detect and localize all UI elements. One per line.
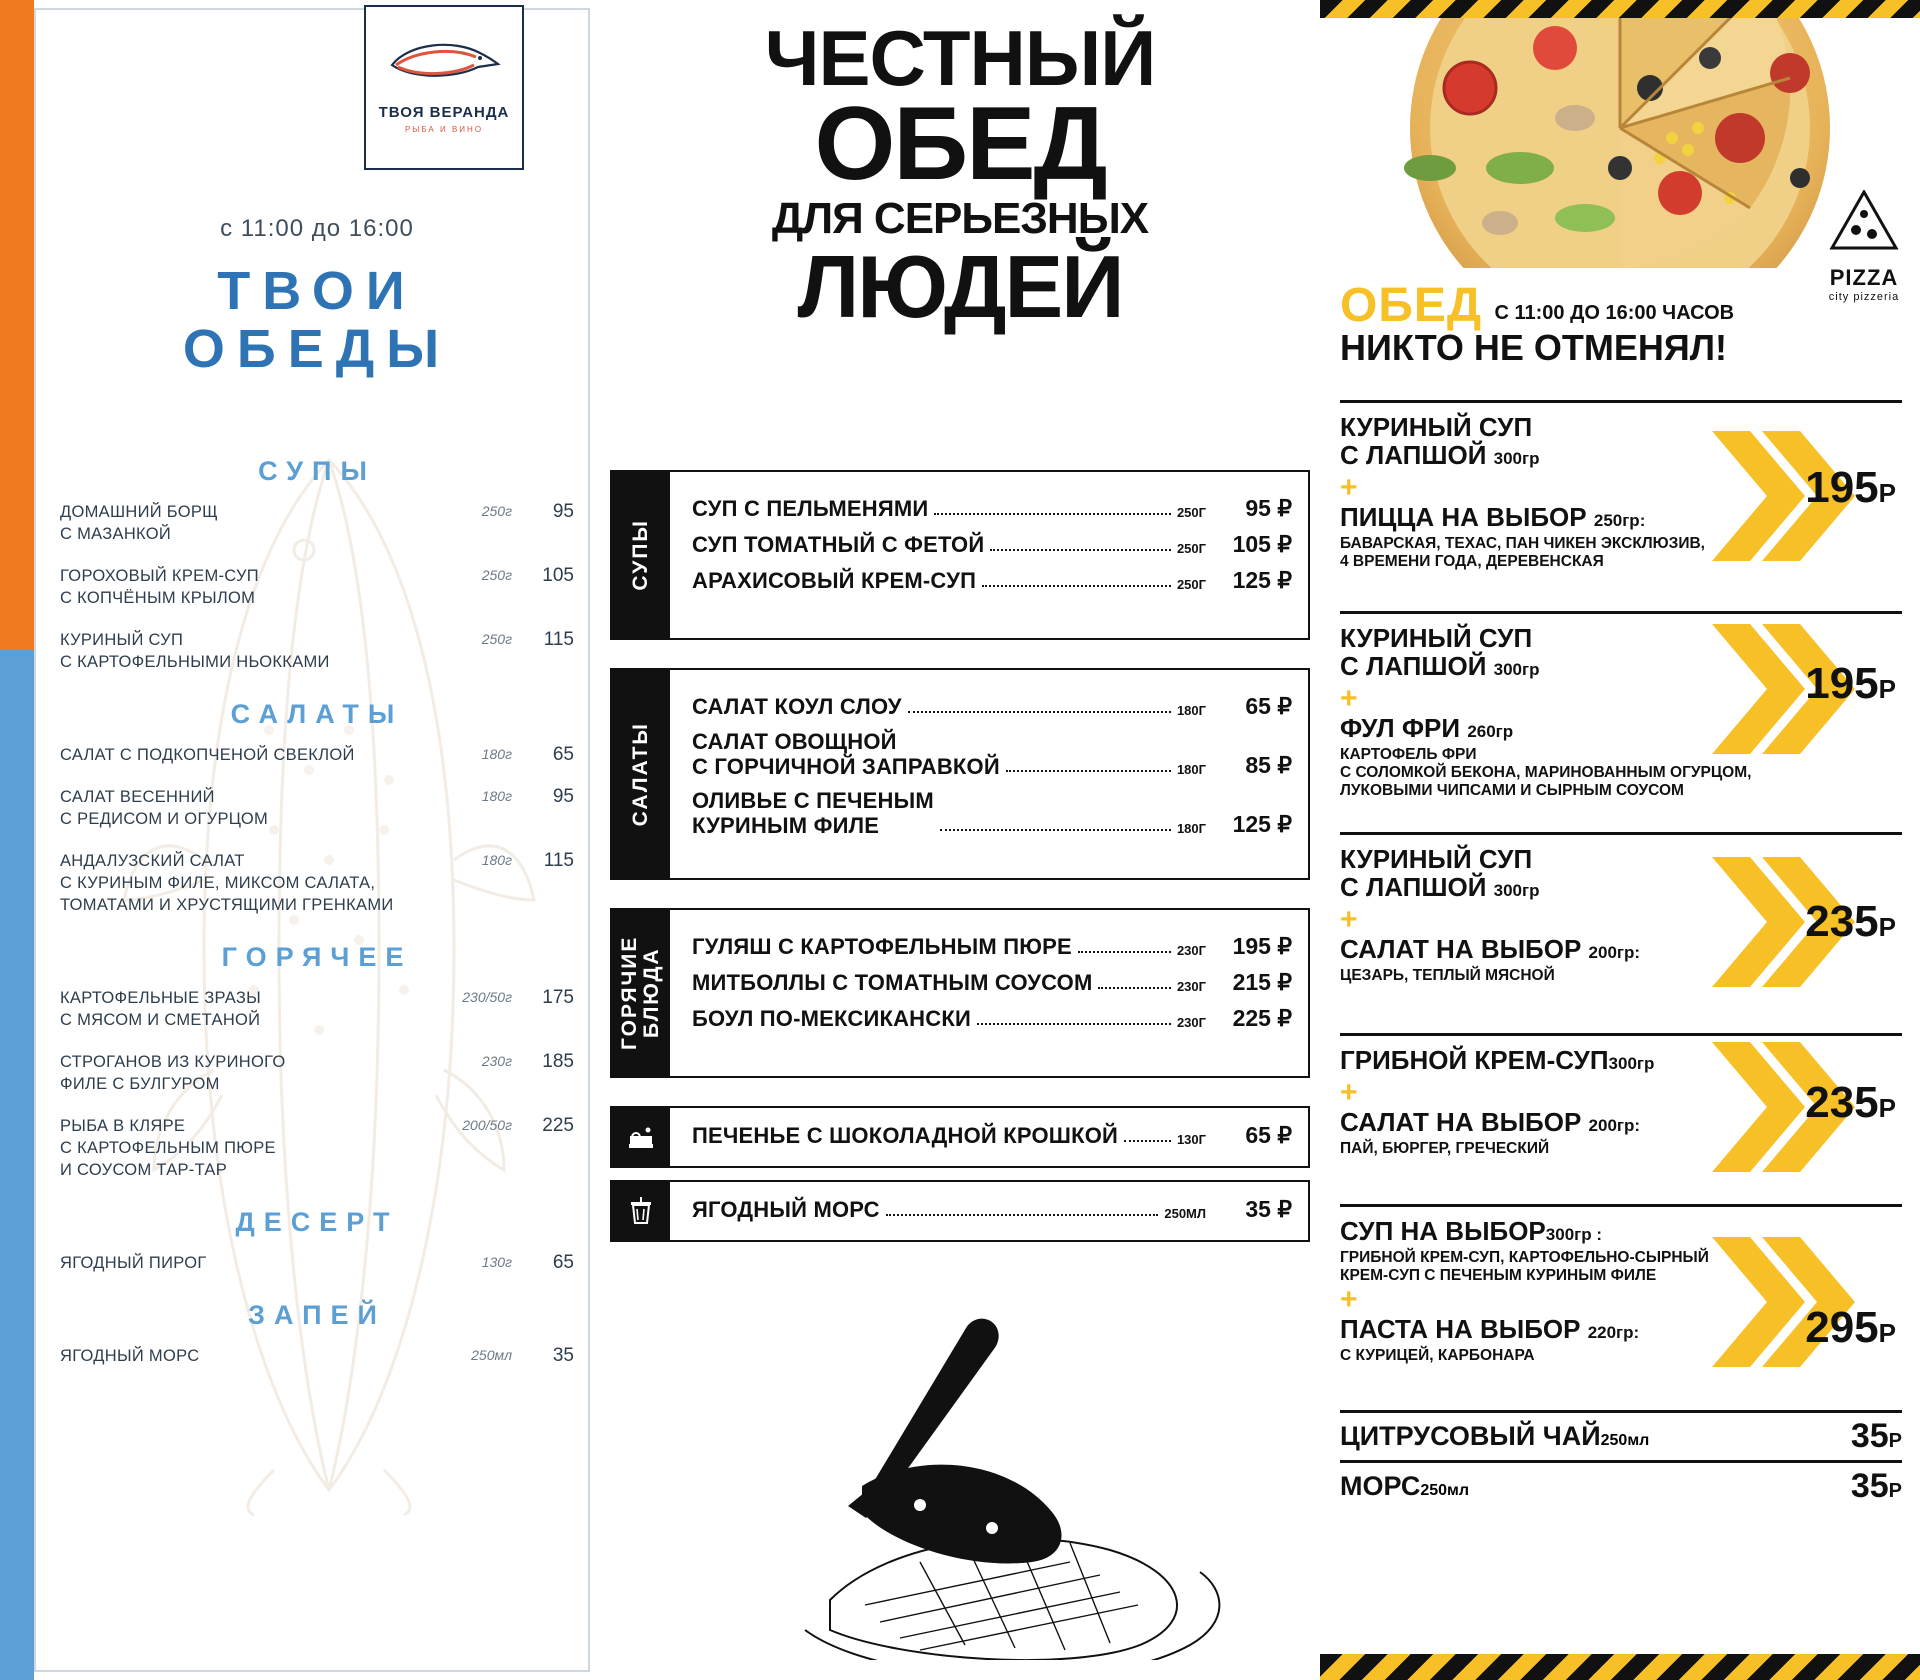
- combo-item2-gram: 220гр:: [1587, 1323, 1640, 1342]
- fish-logo-icon: [384, 31, 504, 91]
- header-line-4: ЛЮДЕЙ: [797, 237, 1123, 336]
- veranda-menu: [34, 430, 600, 1387]
- pizza-logo-name: PIZZA: [1829, 265, 1899, 290]
- combo-desc: КАРТОФЕЛЬ ФРИ С СОЛОМКОЙ БЕКОНА, МАРИНОВАННЫМ ОГУРЦОМ, ЛУКОВЫМИ ЧИПСАМИ И СЫРНЫМ СОУСОМ: [1340, 746, 1752, 799]
- drink-name: МОРС: [1340, 1471, 1421, 1501]
- section-list-dessert: [34, 1252, 600, 1274]
- orange-stripe: [0, 0, 34, 650]
- pizza-header-hours: С 11:00 ДО 16:00 ЧАСОВ: [1494, 302, 1735, 324]
- combo-item1-gram: 300гр :: [1545, 1225, 1602, 1244]
- menu-row: [60, 1252, 574, 1274]
- combo-item1b: С ЛАПШОЙ: [1340, 651, 1487, 681]
- item-weight: 230Г: [1176, 943, 1206, 958]
- combo-price-value: 235: [1805, 1078, 1879, 1127]
- section-title-soups: СУПЫ: [258, 456, 376, 486]
- block-dessert: [610, 1106, 1310, 1168]
- combo-item: [1340, 1033, 1902, 1204]
- combo-desc: ЦЕЗАРЬ, ТЕПЛЫЙ МЯСНОЙ: [1340, 967, 1555, 984]
- drink-price-value: 35: [1850, 1417, 1889, 1455]
- item-weight: 130г: [481, 1254, 512, 1270]
- menu-row: [692, 933, 1292, 960]
- section-title-dessert: ДЕСЕРТ: [235, 1207, 399, 1237]
- section-list-hot: [34, 987, 600, 1181]
- leader-dots: [990, 548, 1171, 551]
- menu-row: [60, 786, 574, 830]
- pizza-slice-icon: [1826, 190, 1902, 260]
- item-name: СТРОГАНОВ ИЗ КУРИНОГО ФИЛЕ С БУЛГУРОМ: [60, 1053, 286, 1093]
- item-price: 225: [542, 1115, 574, 1136]
- combo-item1: КУРИНЫЙ СУП: [1340, 412, 1533, 442]
- item-name: КАРТОФЕЛЬНЫЕ ЗРАЗЫ С МЯСОМ И СМЕТАНОЙ: [60, 989, 262, 1029]
- drink-gram: 250мл: [1600, 1432, 1650, 1449]
- header-line-1: ЧЕСТНЫЙ: [764, 14, 1156, 102]
- plus-sign: +: [1340, 1076, 1358, 1109]
- drink-price-value: 35: [1850, 1467, 1889, 1505]
- menu-row: [60, 1115, 574, 1181]
- plus-sign: +: [1340, 471, 1358, 504]
- block-tab-label: САЛАТЫ: [629, 721, 652, 827]
- block-tab-label: ГОРЯЧИЕ БЛЮДА: [618, 935, 663, 1051]
- item-name: АРАХИСОВЫЙ КРЕМ-СУП: [692, 568, 977, 593]
- combo-item2: ПИЦЦА НА ВЫБОР: [1340, 502, 1587, 532]
- menu-row: [692, 1196, 1292, 1223]
- pizza-header-obed: ОБЕД: [1340, 279, 1483, 332]
- panel-chestny-obed: [600, 0, 1320, 1680]
- chestny-header: [600, 14, 1320, 336]
- pizza-combos: [1340, 400, 1902, 1510]
- combo-price: [1805, 1078, 1896, 1128]
- item-weight: 250Г: [1176, 505, 1206, 520]
- combo-price: [1805, 463, 1896, 513]
- combo-item2-gram: 260гр: [1467, 722, 1514, 741]
- drink-gram: 250мл: [1420, 1482, 1470, 1499]
- item-weight: 250МЛ: [1164, 1206, 1206, 1221]
- combo-item1: СУП НА ВЫБОР: [1340, 1216, 1546, 1246]
- item-weight: 180Г: [1176, 762, 1206, 777]
- section-list-soups: [34, 501, 600, 673]
- item-name: АНДАЛУЗСКИЙ САЛАТ С КУРИНЫМ ФИЛЕ, МИКСОМ САЛАТА, ТОМАТАМИ И ХРУСТЯЩИМИ ГРЕНКАМИ: [60, 852, 394, 914]
- item-name: ОЛИВЬЕ С ПЕЧЕНЫМ КУРИНЫМ ФИЛЕ: [692, 788, 934, 838]
- hazard-stripe-bottom: [1320, 1654, 1920, 1680]
- combo-item2: ПАСТА НА ВЫБОР: [1340, 1314, 1581, 1344]
- item-name: САЛАТ С ПОДКОПЧЕНОЙ СВЕКЛОЙ: [60, 746, 355, 764]
- item-price: 215 ₽: [1232, 969, 1292, 995]
- combo-item2: САЛАТ НА ВЫБОР: [1340, 1107, 1582, 1137]
- combo-item2: САЛАТ НА ВЫБОР: [1340, 934, 1582, 964]
- blue-stripe: [0, 650, 34, 1680]
- menu-row: [60, 501, 574, 545]
- header-line-3: ДЛЯ СЕРЬЕЗНЫХ: [771, 194, 1149, 243]
- item-weight: 250Г: [1176, 541, 1206, 556]
- combo-price: [1805, 659, 1896, 709]
- combo-price-currency: Р: [1878, 478, 1896, 508]
- pizza-logo-sub: city pizzeria: [1828, 291, 1900, 303]
- block-drink: [610, 1180, 1310, 1242]
- leader-dots: [982, 584, 1171, 587]
- combo-item2-gram: 200гр:: [1588, 943, 1641, 962]
- item-weight: 250г: [481, 567, 512, 583]
- drink-name: ЦИТРУСОВЫЙ ЧАЙ: [1340, 1421, 1601, 1451]
- cleaver-steak-illustration: [770, 1300, 1290, 1660]
- item-name: СУП С ПЕЛЬМЕНЯМИ: [692, 496, 929, 521]
- pizza-header: [1340, 278, 1910, 369]
- combo-item: [1340, 832, 1902, 1033]
- combo-price-currency: Р: [1878, 1318, 1896, 1348]
- menu-row: [692, 788, 1292, 838]
- item-name: САЛАТ ОВОЩНОЙ С ГОРЧИЧНОЙ ЗАПРАВКОЙ: [692, 729, 1000, 779]
- menu-row: [692, 1005, 1292, 1032]
- combo-item1-gram: 300гр: [1493, 449, 1540, 468]
- item-price: 195 ₽: [1232, 933, 1292, 959]
- item-name: ЯГОДНЫЙ МОРС: [692, 1197, 880, 1222]
- item-price: 115: [543, 850, 574, 871]
- panel-pizza-city: [1320, 0, 1920, 1680]
- hazard-stripe-top: [1320, 0, 1920, 18]
- item-price: 95: [552, 501, 574, 522]
- leader-dots: [1078, 950, 1171, 953]
- item-weight: 180Г: [1176, 703, 1206, 718]
- combo-item2-gram: 250гр:: [1593, 511, 1646, 530]
- menu-row: [692, 969, 1292, 996]
- item-weight: 230г: [481, 1053, 512, 1069]
- veranda-title: [34, 262, 600, 378]
- menu-row: [692, 531, 1292, 558]
- menu-row: [60, 1051, 574, 1095]
- menu-row: [692, 567, 1292, 594]
- combo-price-currency: Р: [1878, 1093, 1896, 1123]
- item-name: САЛАТ КОУЛ СЛОУ: [692, 694, 902, 719]
- drink-price-currency: Р: [1888, 1430, 1902, 1452]
- combo-item1: КУРИНЫЙ СУП: [1340, 623, 1533, 653]
- item-price: 105 ₽: [1232, 531, 1292, 557]
- item-price: 125 ₽: [1232, 567, 1292, 593]
- item-name: БОУЛ ПО-МЕКСИКАНСКИ: [692, 1006, 971, 1031]
- combo-item1b: С ЛАПШОЙ: [1340, 440, 1487, 470]
- panel-tvoya-veranda: [0, 0, 600, 1680]
- menu-row: [60, 1345, 574, 1367]
- item-price: 85 ₽: [1245, 752, 1292, 778]
- item-name: ЯГОДНЫЙ ПИРОГ: [60, 1254, 207, 1272]
- item-weight: 250мл: [471, 1347, 512, 1363]
- item-weight: 250Г: [1176, 577, 1206, 592]
- drink-row: [1340, 1410, 1902, 1460]
- block-hot-dishes: [610, 908, 1310, 1078]
- item-name: КУРИНЫЙ СУП С КАРТОФЕЛЬНЫМИ НЬОККАМИ: [60, 631, 330, 671]
- menu-row: [60, 987, 574, 1031]
- item-weight: 180г: [481, 746, 512, 762]
- header-line-2: ОБЕД: [814, 86, 1106, 202]
- combo-price-value: 295: [1805, 1303, 1879, 1352]
- combo-price-value: 235: [1805, 897, 1879, 946]
- item-name: МИТБОЛЛЫ С ТОМАТНЫМ СОУСОМ: [692, 970, 1093, 995]
- item-weight: 180г: [481, 852, 512, 868]
- item-name: ДОМАШНИЙ БОРЩ С МАЗАНКОЙ: [60, 503, 218, 543]
- section-title-hot: ГОРЯЧЕЕ: [221, 942, 413, 972]
- combo-item2-gram: 200гр:: [1588, 1116, 1641, 1135]
- plus-sign: +: [1340, 1283, 1358, 1316]
- leader-dots: [940, 828, 1171, 831]
- combo-item1b: С ЛАПШОЙ: [1340, 872, 1487, 902]
- item-name: РЫБА В КЛЯРЕ С КАРТОФЕЛЬНЫМ ПЮРЕ И СОУСОМ ТАР-ТАР: [60, 1117, 276, 1179]
- combo-price-currency: Р: [1878, 912, 1896, 942]
- drink-row: [1340, 1460, 1902, 1510]
- section-list-salads: [34, 744, 600, 916]
- item-weight: 250г: [481, 503, 512, 519]
- item-name: ГУЛЯШ С КАРТОФЕЛЬНЫМ ПЮРЕ: [692, 934, 1072, 959]
- veranda-hours: с 11:00 до 16:00: [220, 215, 414, 242]
- menu-row: [692, 693, 1292, 720]
- item-name: ГОРОХОВЫЙ КРЕМ-СУП С КОПЧЁНЫМ КРЫЛОМ: [60, 567, 259, 607]
- combo-item1-desc: ГРИБНОЙ КРЕМ-СУП, КАРТОФЕЛЬНО-СЫРНЫЙ КРЕМ-СУП С ПЕЧЕНЫМ КУРИНЫМ ФИЛЕ: [1340, 1249, 1709, 1284]
- item-price: 225 ₽: [1232, 1005, 1292, 1031]
- item-name: ПЕЧЕНЬЕ С ШОКОЛАДНОЙ КРОШКОЙ: [692, 1123, 1119, 1148]
- menu-row: [692, 495, 1292, 522]
- item-price: 35 ₽: [1245, 1196, 1292, 1222]
- combo-item1: ГРИБНОЙ КРЕМ-СУП: [1340, 1045, 1609, 1075]
- item-name: СУП ТОМАТНЫЙ С ФЕТОЙ: [692, 532, 985, 557]
- pizza-header-never: НИКТО НЕ ОТМЕНЯЛ!: [1340, 327, 1727, 368]
- combo-desc: С КУРИЦЕЙ, КАРБОНАРА: [1340, 1347, 1535, 1364]
- section-list-drinks: [34, 1345, 600, 1367]
- item-weight: 180г: [481, 788, 512, 804]
- item-weight: 130Г: [1176, 1132, 1206, 1147]
- block-tab-soups: [612, 472, 670, 638]
- item-weight: 180Г: [1176, 821, 1206, 836]
- block-salads: [610, 668, 1310, 880]
- veranda-title-line2: ОБЕДЫ: [182, 319, 452, 379]
- combo-desc: БАВАРСКАЯ, ТЕХАС, ПАН ЧИКЕН ЭКСКЛЮЗИВ, 4 ВРЕМЕНИ ГОДА, ДЕРЕВЕНСКАЯ: [1340, 535, 1705, 570]
- section-title-drinks: ЗАПЕЙ: [248, 1300, 386, 1330]
- item-price: 125 ₽: [1232, 811, 1292, 837]
- leader-dots: [886, 1213, 1159, 1216]
- combo-price-value: 195: [1805, 463, 1879, 512]
- block-soups: [610, 470, 1310, 640]
- item-weight: 230Г: [1176, 1015, 1206, 1030]
- item-price: 175: [542, 987, 574, 1008]
- menu-row: [60, 565, 574, 609]
- drink-cup-icon: [612, 1182, 670, 1240]
- leader-dots: [977, 1022, 1171, 1025]
- veranda-logo: [364, 5, 524, 170]
- combo-item1-gram: 300гр: [1493, 881, 1540, 900]
- logo-title: ТВОЯ ВЕРАНДА: [378, 104, 510, 121]
- plus-sign: +: [1340, 903, 1358, 936]
- logo-subtitle: РЫБА И ВИНО: [404, 125, 484, 134]
- leader-dots: [1098, 986, 1170, 989]
- menu-row: [60, 629, 574, 673]
- leader-dots: [934, 512, 1171, 515]
- combo-item1: КУРИНЫЙ СУП: [1340, 844, 1533, 874]
- item-price: 95 ₽: [1245, 495, 1292, 521]
- item-weight: 250г: [481, 631, 512, 647]
- block-tab-label: СУПЫ: [629, 519, 652, 591]
- combo-price-value: 195: [1805, 659, 1879, 708]
- combo-item1-gram: 300гр: [1493, 660, 1540, 679]
- combo-item1-gram: 300гр: [1608, 1054, 1655, 1073]
- menu-row: [60, 850, 574, 916]
- item-weight: 230/50г: [462, 989, 512, 1005]
- drink-price-currency: Р: [1888, 1480, 1902, 1502]
- leader-dots: [1006, 769, 1171, 772]
- cake-icon: [612, 1108, 670, 1166]
- item-price: 95: [552, 786, 574, 807]
- combo-item: [1340, 400, 1902, 611]
- item-price: 65: [552, 1252, 574, 1273]
- item-price: 35: [552, 1345, 574, 1366]
- block-tab-salads: [612, 670, 670, 878]
- leader-dots: [1124, 1139, 1171, 1142]
- item-weight: 200/50г: [462, 1117, 512, 1133]
- combo-price-currency: Р: [1878, 674, 1896, 704]
- combo-item: [1340, 611, 1902, 832]
- item-price: 115: [543, 629, 574, 650]
- item-price: 65 ₽: [1245, 693, 1292, 719]
- section-title-salads: САЛАТЫ: [230, 699, 404, 729]
- plus-sign: +: [1340, 682, 1358, 715]
- menu-row: [692, 1122, 1292, 1149]
- combo-desc: ПАЙ, БЮРГЕР, ГРЕЧЕСКИЙ: [1340, 1140, 1550, 1157]
- combo-item2: ФУЛ ФРИ: [1340, 713, 1461, 743]
- item-weight: 230Г: [1176, 979, 1206, 994]
- item-price: 105: [542, 565, 574, 586]
- drink-price: [1851, 1417, 1902, 1456]
- item-price: 185: [542, 1051, 574, 1072]
- menu-row: [692, 729, 1292, 779]
- combo-price: [1805, 1303, 1896, 1353]
- block-tab-hot-dishes: [612, 910, 670, 1076]
- item-price: 65: [552, 744, 574, 765]
- drink-price: [1851, 1467, 1902, 1506]
- menu-row: [60, 744, 574, 766]
- combo-price: [1805, 897, 1896, 947]
- leader-dots: [908, 710, 1171, 713]
- item-price: 65 ₽: [1245, 1122, 1292, 1148]
- combo-item: [1340, 1204, 1902, 1410]
- item-name: ЯГОДНЫЙ МОРС: [60, 1347, 200, 1365]
- item-name: САЛАТ ВЕСЕННИЙ С РЕДИСОМ И ОГУРЦОМ: [60, 788, 269, 828]
- veranda-title-line1: ТВОИ: [217, 261, 417, 321]
